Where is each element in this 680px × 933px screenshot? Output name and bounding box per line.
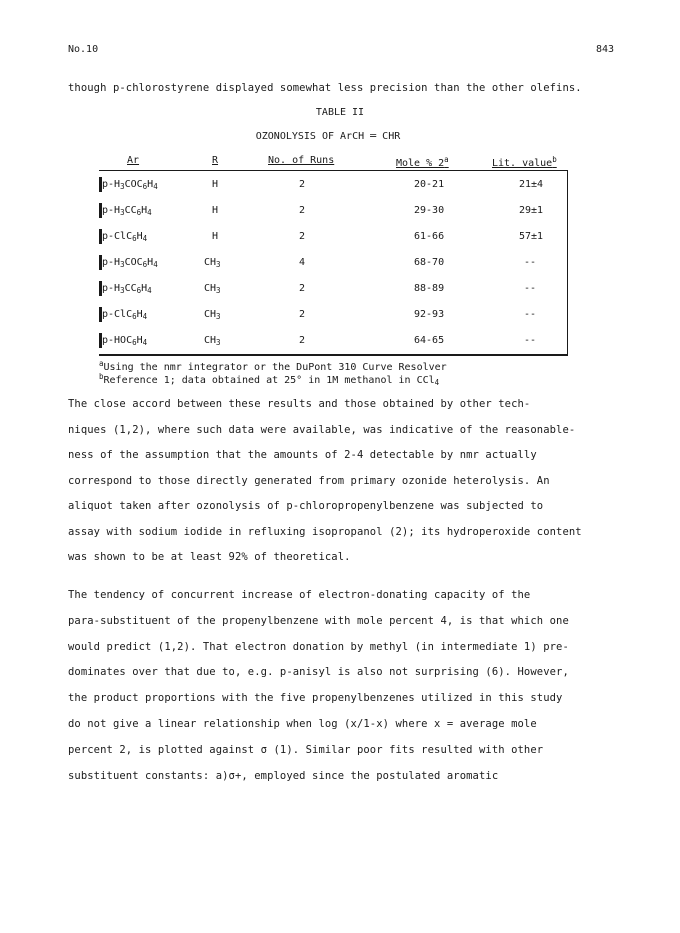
page-number: 843	[596, 44, 615, 55]
cell-mole-percent: 61-66	[414, 231, 445, 242]
cell-r: $CH_3$	[204, 257, 221, 269]
cell-mole-percent: 88-89	[414, 283, 445, 294]
table-title: OZONOLYSIS OF ArCH ═ CHR	[255, 131, 401, 142]
cell-ar: $p-ClC_6H_4$	[102, 309, 148, 321]
col-header-r: R	[212, 155, 219, 166]
text-line: the product proportions with the five propenylbenzenes utilized in this study	[68, 692, 563, 705]
cell-ar: $p-HOC_6H_4$	[102, 335, 148, 347]
text-line: do not give a linear relationship when log (x/1-x) where x = average mole	[68, 718, 537, 730]
cell-mole-percent: 64-65	[414, 335, 445, 346]
col-header-lit-value: Lit. value$^b$	[492, 155, 557, 169]
cell-r: H	[212, 205, 219, 216]
intro-text-line: though p-chlorostyrene displayed somewhat less precision than the other olefins.	[68, 82, 582, 94]
text-line: ness of the assumption that the amounts of 2-4 detectable by nmr actually	[68, 449, 537, 461]
cell-ar: $p-H_3COC_6H_4$	[102, 179, 158, 191]
text-line: dominates over that due to, e.g. p-anisyl is also not surprising (6). However,	[68, 666, 569, 679]
cell-mole-percent: 92-93	[414, 309, 445, 320]
cell-r: $CH_3$	[204, 283, 221, 295]
text-line: would predict (1,2). That electron donation by methyl (in intermediate 1) pre-	[68, 640, 569, 653]
journal-issue: No.10	[68, 44, 99, 55]
cell-ar: $p-H_3COC_6H_4$	[102, 257, 158, 269]
data-table	[99, 170, 568, 356]
text-line: was shown to be at least 92% of theoretical.	[68, 551, 351, 563]
text-line: niques (1,2), where such data were available, was indicative of the reasonable-	[68, 423, 576, 436]
cell-ar: $p-H_3CC_6H_4$	[102, 283, 152, 295]
cell-r: $CH_3$	[204, 335, 221, 347]
cell-runs: 2	[299, 335, 306, 346]
cell-runs: 2	[299, 283, 306, 294]
text-line: The tendency of concurrent increase of electron-donating capacity of the	[68, 589, 531, 601]
col-header-mole: Mole % 2$^a$	[396, 155, 449, 169]
cell-runs: 4	[299, 257, 306, 268]
cell-lit-value: --	[524, 283, 537, 294]
cell-runs: 2	[299, 231, 306, 242]
text-line: para-substituent of the propenylbenzene with mole percent 4, is that which one	[68, 614, 569, 627]
text-line: The close accord between these results and those obtained by other tech-	[68, 398, 531, 410]
cell-lit-value: --	[524, 309, 537, 320]
text-line: percent 2, is plotted against σ (1). Similar poor fits resulted with other	[68, 743, 544, 756]
cell-r: H	[212, 179, 219, 190]
cell-lit-value: --	[524, 335, 537, 346]
cell-mole-percent: 20-21	[414, 179, 445, 190]
cell-mole-percent: 68-70	[414, 257, 445, 268]
cell-lit-value: --	[524, 257, 537, 268]
cell-lit-value: 21±4	[519, 179, 544, 190]
text-line: correspond to those directly generated from primary ozonide heterolysis. An	[68, 474, 550, 487]
cell-runs: 2	[299, 309, 306, 320]
footnote-b: $^b$Reference 1; data obtained at 25° in 1M methanol in CCl$_4$	[99, 372, 440, 387]
cell-runs: 2	[299, 179, 306, 190]
cell-mole-percent: 29-30	[414, 205, 445, 216]
cell-runs: 2	[299, 205, 306, 216]
col-header-ar: Ar	[127, 155, 140, 166]
table-label: TABLE II	[315, 107, 365, 118]
cell-r: H	[212, 231, 219, 242]
text-line: aliquot taken after ozonolysis of p-chloropropenylbenzene was subjected to	[68, 500, 544, 512]
cell-lit-value: 57±1	[519, 231, 544, 242]
cell-lit-value: 29±1	[519, 205, 544, 216]
footnote-a: $^a$Using the nmr integrator or the DuPont 310 Curve Resolver	[99, 359, 447, 373]
cell-ar: $p-H_3CC_6H_4$	[102, 205, 152, 217]
text-line: substituent constants: a)σ+, employed since the postulated aromatic	[68, 769, 499, 782]
cell-ar: $p-ClC_6H_4$	[102, 231, 148, 243]
text-line: assay with sodium iodide in refluxing isopropanol (2); its hydroperoxide content	[68, 525, 582, 538]
cell-r: $CH_3$	[204, 309, 221, 321]
col-header-runs: No. of Runs	[268, 155, 335, 166]
